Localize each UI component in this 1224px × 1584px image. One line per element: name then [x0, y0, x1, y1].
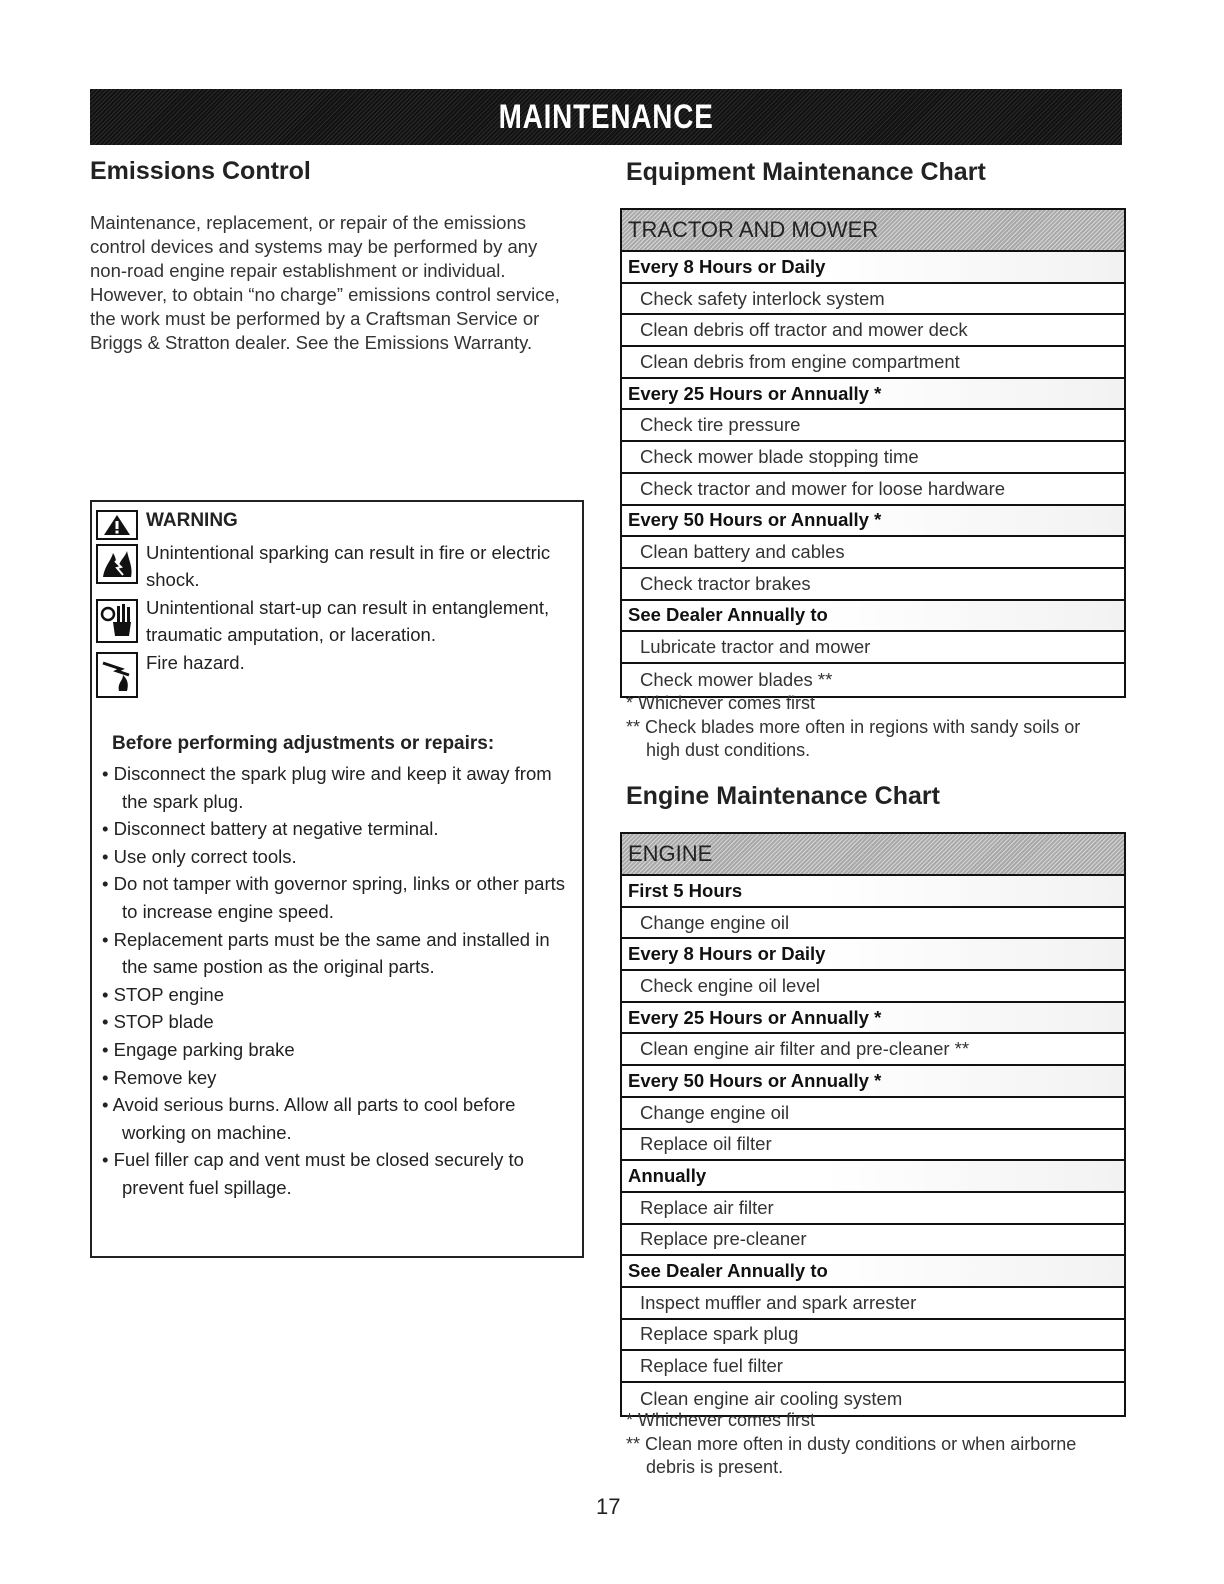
- task-row: Clean engine air cooling system: [640, 1387, 903, 1409]
- list-item: • Do not tamper with governor spring, links or other parts: [102, 873, 566, 895]
- before-repairs-heading: Before performing adjustments or repairs:: [112, 733, 495, 754]
- warning-triangle-icon: [96, 510, 138, 540]
- interval-row: Every 50 Hours or Annually *: [622, 1066, 1124, 1098]
- list-item: • Engage parking brake: [102, 1038, 295, 1060]
- fire-shock-icon: [96, 544, 138, 584]
- task-row: Check tractor brakes: [622, 569, 1124, 601]
- footnote: ** Clean more often in dusty conditions or when airborne: [626, 1433, 1077, 1454]
- task-row: Check mower blades **: [640, 668, 833, 690]
- task-row: Clean engine air filter and pre-cleaner **: [622, 1034, 1124, 1066]
- banner-title: MAINTENANCE: [498, 97, 714, 136]
- list-item-continued: the spark plug.: [122, 790, 244, 812]
- footnote: * Whichever comes first: [626, 1410, 816, 1430]
- warning-label: WARNING: [146, 510, 238, 531]
- emissions-line: control devices and systems may be performed by any: [90, 236, 538, 257]
- interval-row: Every 50 Hours or Annually *: [622, 506, 1124, 538]
- task-row: Check tractor and mower for loose hardware: [622, 474, 1124, 506]
- interval-row: Annually: [622, 1161, 1124, 1193]
- emissions-heading: Emissions Control: [90, 157, 311, 185]
- list-item: • Replacement parts must be the same and installed in: [102, 928, 550, 950]
- warning-item-line: traumatic amputation, or laceration.: [146, 624, 436, 645]
- list-item: • STOP engine: [102, 983, 225, 1005]
- precautions-list: [102, 760, 565, 1202]
- task-row: Replace spark plug: [622, 1320, 1124, 1352]
- warning-box: [90, 500, 584, 1258]
- task-row: Replace air filter: [622, 1193, 1124, 1225]
- list-item: • Avoid serious burns. Allow all parts to cool before: [102, 1094, 516, 1116]
- list-item: • Disconnect battery at negative terminal.: [102, 818, 439, 840]
- entanglement-icon: [96, 599, 138, 643]
- footnote: debris is present.: [646, 1457, 784, 1477]
- emissions-line: However, to obtain “no charge” emissions control service,: [90, 284, 560, 305]
- warning-item-sparking: [146, 539, 550, 593]
- task-row: Check mower blade stopping time: [622, 442, 1124, 474]
- task-row: Change engine oil: [622, 1098, 1124, 1130]
- emissions-line: Briggs & Stratton dealer. See the Emissions Warranty.: [90, 332, 533, 353]
- emissions-line: Maintenance, replacement, or repair of the emissions: [90, 212, 526, 233]
- warning-item-startup: [146, 594, 549, 648]
- interval-row: Every 25 Hours or Annually *: [622, 1003, 1124, 1035]
- list-item: • Fuel filler cap and vent must be closed securely to: [102, 1149, 524, 1171]
- task-row: Clean debris off tractor and mower deck: [622, 315, 1124, 347]
- engine-maintenance-table: [620, 832, 1126, 1417]
- footnote: * Whichever comes first: [626, 693, 816, 713]
- interval-row: Every 25 Hours or Annually *: [622, 379, 1124, 411]
- interval-row: Every 8 Hours or Daily: [622, 252, 1124, 284]
- equipment-maintenance-table: [620, 208, 1126, 698]
- warning-item-fire: [146, 649, 245, 676]
- warning-item-line: Unintentional sparking can result in fire or electric: [146, 542, 551, 563]
- task-row: Replace fuel filter: [622, 1351, 1124, 1383]
- task-row: Clean battery and cables: [622, 537, 1124, 569]
- warning-item-line: Fire hazard.: [146, 652, 245, 673]
- table-header: TRACTOR AND MOWER: [622, 210, 1124, 252]
- warning-item-line: Unintentional start-up can result in entanglement,: [146, 597, 550, 618]
- task-row: Lubricate tractor and mower: [622, 632, 1124, 664]
- list-item: • STOP blade: [102, 1011, 214, 1033]
- engine-notes: [626, 1409, 1076, 1480]
- list-item-continued: to increase engine speed.: [122, 900, 334, 922]
- emissions-line: the work must be performed by a Craftsman Service or: [90, 308, 540, 329]
- list-item: • Use only correct tools.: [102, 845, 297, 867]
- emissions-line: non-road engine repair establishment or individual.: [90, 260, 506, 281]
- emissions-paragraph: [90, 211, 590, 355]
- task-row: Check engine oil level: [622, 971, 1124, 1003]
- fire-hazard-icon: [96, 652, 138, 698]
- task-row: Change engine oil: [622, 908, 1124, 940]
- task-row: Replace pre-cleaner: [622, 1225, 1124, 1257]
- section-banner: [90, 89, 1122, 145]
- list-item-continued: working on machine.: [122, 1121, 292, 1143]
- table-header: ENGINE: [622, 834, 1124, 876]
- list-item: • Remove key: [102, 1066, 217, 1088]
- equipment-notes: [626, 692, 1080, 763]
- task-row: Check safety interlock system: [622, 284, 1124, 316]
- engine-chart-heading: Engine Maintenance Chart: [626, 782, 940, 810]
- interval-row: See Dealer Annually to: [622, 601, 1124, 633]
- list-item: • Disconnect the spark plug wire and keep it away from: [102, 763, 552, 784]
- footnote: ** Check blades more often in regions with sandy soils or: [626, 716, 1081, 737]
- equipment-chart-heading: Equipment Maintenance Chart: [626, 158, 986, 186]
- interval-row: First 5 Hours: [622, 876, 1124, 908]
- list-item-continued: prevent fuel spillage.: [122, 1176, 292, 1198]
- task-row: Clean debris from engine compartment: [622, 347, 1124, 379]
- interval-row: Every 8 Hours or Daily: [622, 939, 1124, 971]
- footnote: high dust conditions.: [646, 740, 811, 760]
- task-row: Check tire pressure: [622, 410, 1124, 442]
- warning-item-line: shock.: [146, 569, 200, 590]
- list-item-continued: the same postion as the original parts.: [122, 956, 435, 978]
- task-row: Inspect muffler and spark arrester: [622, 1288, 1124, 1320]
- page-number: 17: [596, 1494, 621, 1519]
- task-row: Replace oil filter: [622, 1130, 1124, 1162]
- interval-row: See Dealer Annually to: [622, 1256, 1124, 1288]
